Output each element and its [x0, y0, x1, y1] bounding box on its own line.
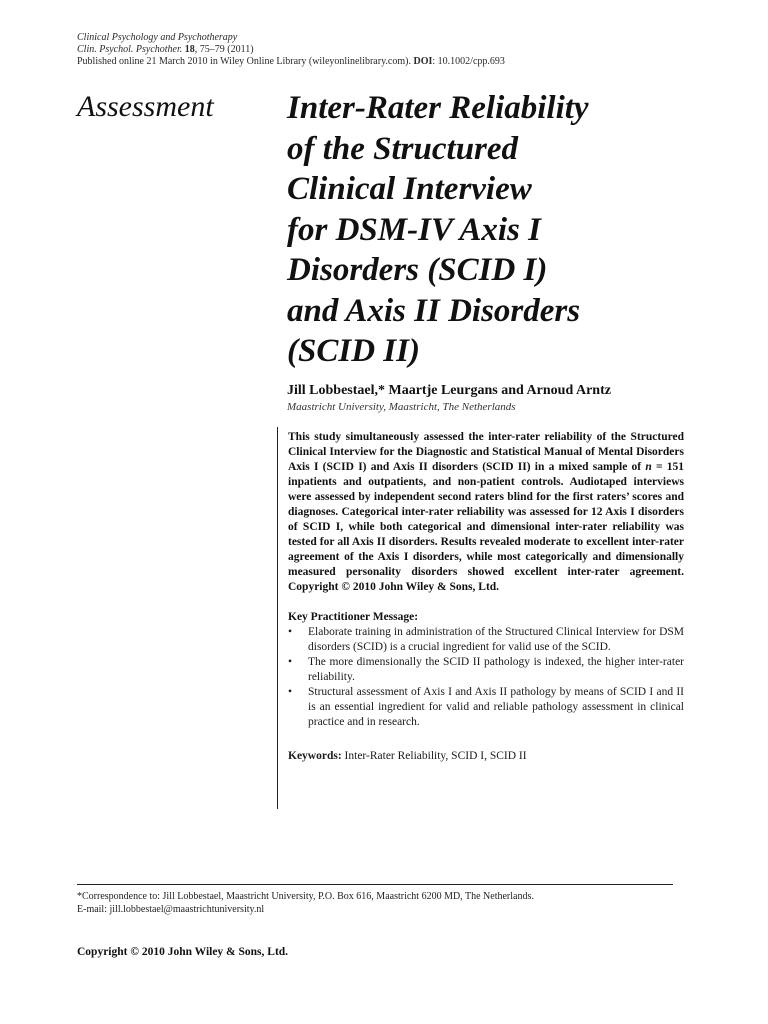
- pages: , 75–79 (2011): [194, 44, 254, 55]
- title-line: Clinical Interview: [287, 171, 532, 207]
- keywords-label: Keywords:: [288, 750, 342, 762]
- abstract: [288, 430, 684, 595]
- authors: Jill Lobbestael,* Maartje Leurgans and Arnoud Arntz: [287, 383, 611, 398]
- published-online: Published online 21 March 2010 in Wiley Online Library (wileyonlinelibrary.com).: [77, 56, 411, 67]
- journal-name: Clinical Psychology and Psychotherapy: [77, 32, 238, 43]
- bullet: •: [288, 626, 293, 638]
- list-item-text: Elaborate training in administration of the Structured Clinical Interview for DSM disorders (SCID) is a crucial ingredient for valid use of the SCID.: [308, 626, 684, 653]
- title-line: for DSM-IV Axis I: [287, 211, 541, 248]
- n-symbol: n: [645, 461, 652, 473]
- abstract-column: [277, 427, 684, 809]
- key-practitioner-heading: Key Practitioner Message:: [288, 611, 419, 623]
- journal-header: [77, 32, 697, 68]
- publication-line: [77, 56, 697, 68]
- article-title: [287, 88, 707, 372]
- keywords: [288, 749, 684, 764]
- correspondence-email[interactable]: E-mail: jill.lobbestael@maastrichtuniversity.nl: [77, 904, 265, 915]
- affiliation: Maastricht University, Maastricht, The Netherlands: [287, 401, 516, 413]
- citation-abbrev: Clin. Psychol. Psychother.: [77, 44, 183, 55]
- bullet: •: [288, 656, 293, 668]
- keywords-value: Inter-Rater Reliability, SCID I, SCID II: [344, 750, 527, 762]
- list-item: [288, 685, 684, 730]
- doi-label: DOI: [413, 56, 433, 67]
- journal-citation: [77, 44, 697, 56]
- title-line: (SCID II): [287, 333, 420, 369]
- footnote-divider: [77, 884, 673, 885]
- correspondence-footnote: [77, 890, 677, 916]
- bullet: •: [288, 686, 293, 698]
- abstract-text: This study simultaneously assessed the inter-rater reliability of the Structured Clinical Interview for the Diagnostic and Statistical Manual of Mental Disorders Axis I (SCID I) and Axis II disorders (SCID II) in a mixed sample of: [288, 431, 684, 473]
- title-line: and Axis II Disorders: [287, 292, 581, 329]
- abstract-text: = 151 inpatients and outpatients, and non-patient controls. Audiotaped interviews were assessed by independent second raters blind for the first raters’ scores and diagnoses. Categorical inter-rater reliability was assessed for 12 Axis I disorders of SCID I, while both categorical and dimensional inter-rater reliability was tested for all Axis II disorders. Results revealed moderate to excellent inter-rater agreement of the Axis I disorders, while most categorically and dimensionally measured personality disorders showed excellent inter-rater agreement. Copyright © 2010 John Wiley & Sons, Ltd.: [288, 461, 684, 593]
- volume: 18: [184, 44, 195, 55]
- key-practitioner-list: [288, 625, 684, 730]
- list-item: [288, 625, 684, 655]
- correspondence-address: *Correspondence to: Jill Lobbestael, Maastricht University, P.O. Box 616, Maastricht 6200 MD, The Netherlands.: [77, 891, 534, 902]
- title-line: of the Structured: [287, 130, 519, 167]
- list-item-text: The more dimensionally the SCID II pathology is indexed, the higher inter-rater reliability.: [308, 656, 684, 683]
- section-label: Assessment: [77, 90, 214, 123]
- title-line: Inter-Rater Reliability: [287, 90, 589, 126]
- copyright-notice: Copyright © 2010 John Wiley & Sons, Ltd.: [77, 946, 289, 958]
- list-item: [288, 655, 684, 685]
- doi-link[interactable]: : 10.1002/cpp.693: [432, 56, 505, 67]
- list-item-text: Structural assessment of Axis I and Axis II pathology by means of SCID I and II is an essential ingredient for valid and reliable pathology assessment in clinical practice and in research.: [308, 686, 684, 728]
- title-line: Disorders (SCID I): [287, 252, 548, 288]
